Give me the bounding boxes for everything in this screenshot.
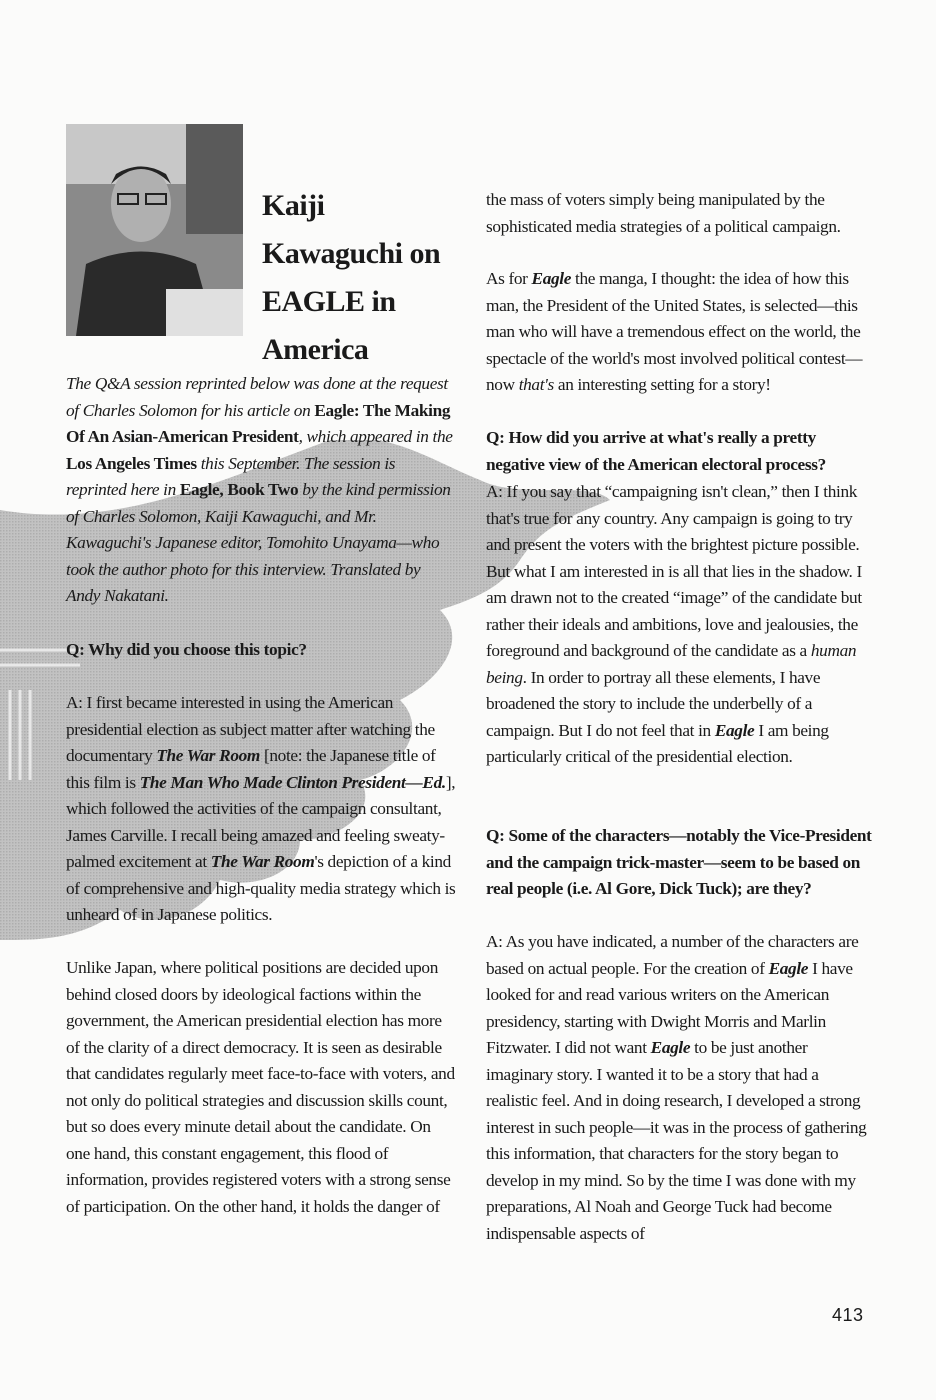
text-run: The Q&A session reprinted below was done at the request of Charles Solomon for his article on [66,374,448,420]
answer-1 [66,690,458,929]
question-2 [486,425,872,478]
text-run: by the kind permission of Charles Solomon, Kaiji Kawaguchi, and Mr. Kawaguchi's Japanese editor, Tomohito Unayama—who took the author photo for this interview. Translated by Andy Nakatani. [66,480,451,605]
text-run: Eagle [714,720,755,740]
text-run: [note: the Japanese title of this film is [66,746,436,792]
text-run: The War Room [156,746,261,765]
text-run: I have looked for and read various writers on the American presidency, starting with Dwight Morris and Marlin Fitzwater. I did not want [486,958,853,1057]
body-paragraph [66,955,458,1220]
text-run: Q: Why did you choose this topic? [66,640,307,659]
text-run: I am being particularly critical of the presidential election. [486,720,829,766]
text-run: human being [486,641,857,687]
title-line: EAGLE in [262,285,396,318]
text-run: the mass of voters simply being manipulated by the sophisticated media strategies of a political campaign. [486,190,841,236]
text-run: . In order to portray all these elements, I have broadened the story to include the underbelly of a campaign. But I do not feel that in [486,667,821,740]
text-run: that's [518,375,554,394]
article-title [262,182,462,374]
body-paragraph [486,266,872,399]
answer-3 [486,929,872,1247]
title-line: Kawaguchi on [262,237,441,270]
question-1 [66,637,458,664]
text-run: Unlike Japan, where political positions are decided upon behind closed doors by ideological factions within the government, the American presidential election has more of the clarity of a direct democracy. It is seen as desirable that candidates regularly meet face-to-face with voters, and not only do political strategies and discussion skills count, but so does every minute detail about the candidate. On one hand, this constant engagement, this flood of information, provides registered voters with a strong sense of participation. On the other hand, it holds the danger of [66,958,455,1216]
text-run: to be just another imaginary story. I wanted it to be a story that had a realistic feel. And in doing research, I developed a strong interest in such people—it was in the process of gathering this information, that characters for the story began to develop in my mind. So by the time I was done with my preparations, Al Noah and George Tuck had become indispensable aspects of [486,1038,867,1243]
text-run: The War Room [210,852,315,871]
text-run: The Man Who Made Clinton President—Ed. [139,772,446,792]
intro-paragraph [66,371,458,610]
text-run: an interesting setting for a story! [553,375,771,394]
text-run: Q: How did you arrive at what's really a pretty negative view of the American electoral process? [486,428,826,474]
text-run: the manga, I thought: the idea of how this man, the President of the United States, is selected—this man who will have a tremendous effect on the world, the spectacle of the world's most involved political contest—now [486,269,863,394]
text-run: ], which followed the activities of the campaign consultant, James Carville. I recall being amazed and feeling sweaty-palmed excitement at [66,772,456,871]
text-run: , which appeared in the [298,427,453,446]
text-run: A: As you have indicated, a number of the characters are based on actual people. For the creation of [486,932,859,978]
text-run: A: I first became interested in using the American presidential election as subject matter after watching the documentary [66,693,435,765]
text-run: Eagle [650,1038,691,1057]
page-number: 413 [832,1305,864,1325]
text-run: A: If you say that “campaigning isn't clean,” then I think that's true for any country. Any campaign is going to try and present the voters with the brightest picture possible. But what I am interested in is all that lies in the shadow. I am drawn not to the created “image” of the candidate but rather their ideals and ambitions, love and jealousies, the foreground and background of the candidate as a [486,482,862,660]
author-photo [66,124,243,336]
title-line: Kaiji [262,189,325,222]
text-run: As for [486,269,532,288]
text-run: Eagle: The Making Of An Asian-American President [66,400,451,446]
text-run: Q: Some of the characters—notably the Vice-President and the campaign trick-master—seem to be based on real people (i.e. Al Gore, Dick Tuck); are they? [486,826,872,898]
text-run: 's depiction of a kind of comprehensive and high-quality media strategy which is unheard of in Japanese politics. [66,852,456,924]
text-run: Los Angeles Times [66,453,197,473]
answer-2 [486,479,872,771]
text-run: this September. The session is reprinted here in [66,453,396,499]
body-paragraph [486,187,872,240]
question-3 [486,823,872,903]
title-line: America [262,333,369,366]
text-run: Eagle [768,958,809,978]
text-run: Eagle [531,269,572,288]
text-run: Eagle, Book Two [179,480,299,499]
